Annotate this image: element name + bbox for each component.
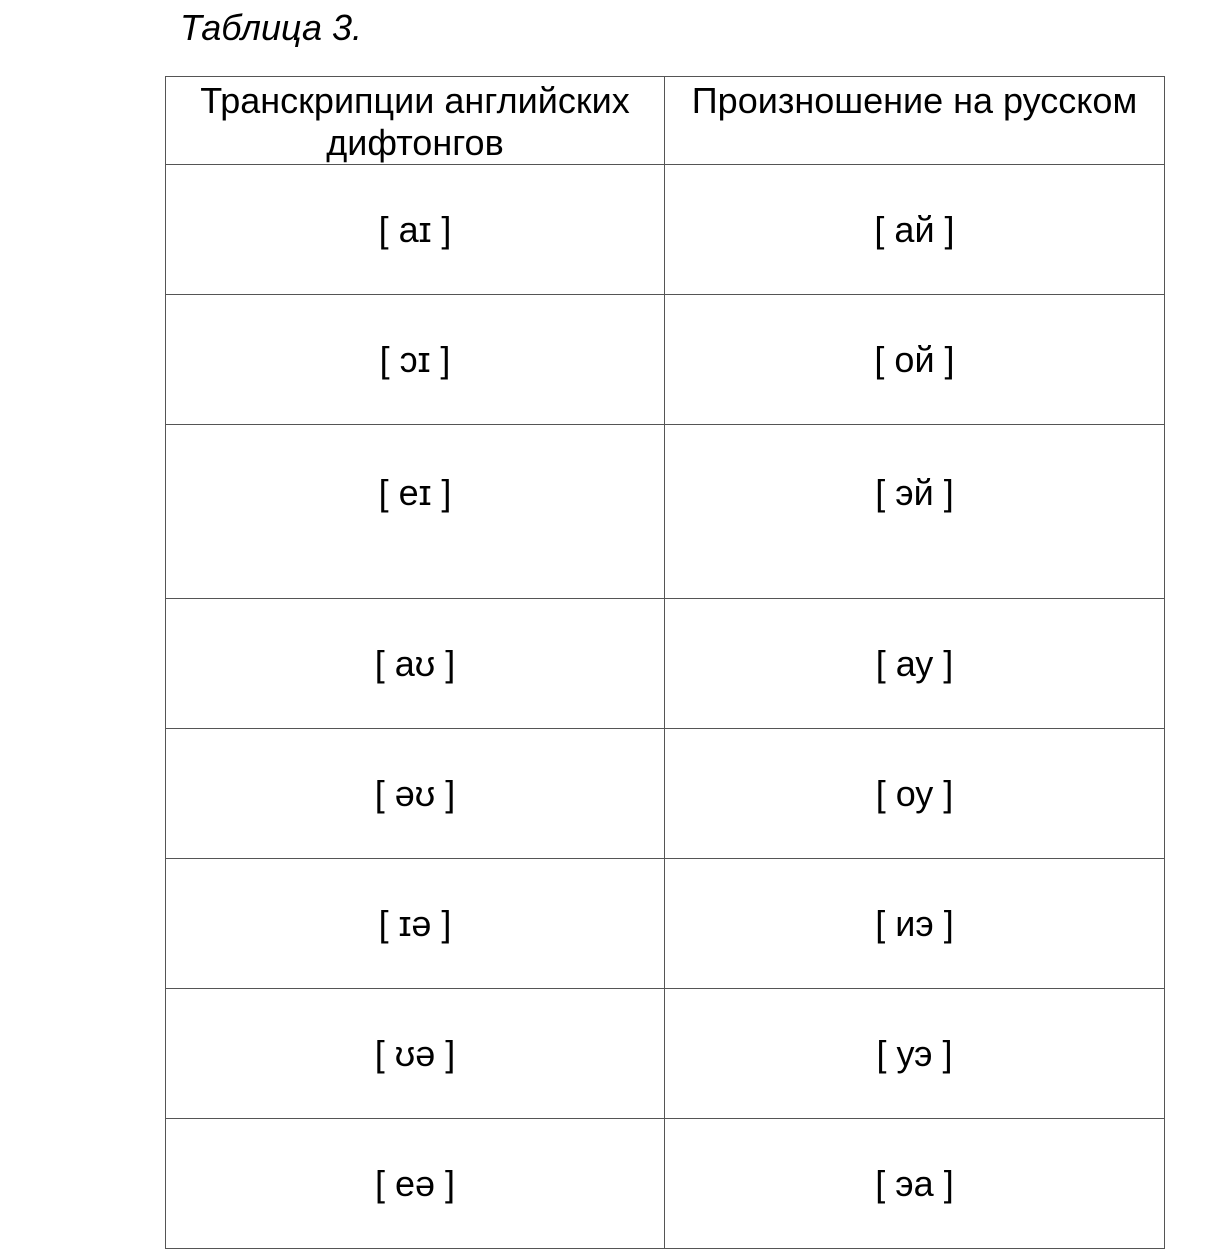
- header-transcription: Транскрипции английских дифтонгов: [166, 77, 665, 165]
- ipa-cell: [ aʊ ]: [166, 599, 665, 729]
- table-row: [166, 859, 1165, 989]
- header-pronunciation: Произношение на русском: [665, 77, 1165, 165]
- table-row: [166, 165, 1165, 295]
- table-row: [166, 599, 1165, 729]
- ipa-cell: [ əʊ ]: [166, 729, 665, 859]
- table-header-row: [166, 77, 1165, 165]
- ipa-cell: [ eɪ ]: [166, 425, 665, 599]
- russian-cell: [ оу ]: [665, 729, 1165, 859]
- russian-cell: [ ай ]: [665, 165, 1165, 295]
- russian-cell: [ эа ]: [665, 1119, 1165, 1249]
- russian-cell: [ ау ]: [665, 599, 1165, 729]
- table-row: [166, 1119, 1165, 1249]
- ipa-cell: [ ɔɪ ]: [166, 295, 665, 425]
- ipa-cell: [ aɪ ]: [166, 165, 665, 295]
- russian-cell: [ иэ ]: [665, 859, 1165, 989]
- ipa-cell: [ eə ]: [166, 1119, 665, 1249]
- table-row: [166, 989, 1165, 1119]
- russian-cell: [ ой ]: [665, 295, 1165, 425]
- russian-cell: [ эй ]: [665, 425, 1165, 599]
- ipa-cell: [ ɪə ]: [166, 859, 665, 989]
- table-row: [166, 729, 1165, 859]
- table-row: [166, 295, 1165, 425]
- russian-cell: [ уэ ]: [665, 989, 1165, 1119]
- diphthongs-table: [165, 76, 1165, 1249]
- table-caption: Таблица 3.: [180, 7, 363, 48]
- table-row: [166, 425, 1165, 599]
- ipa-cell: [ ʊə ]: [166, 989, 665, 1119]
